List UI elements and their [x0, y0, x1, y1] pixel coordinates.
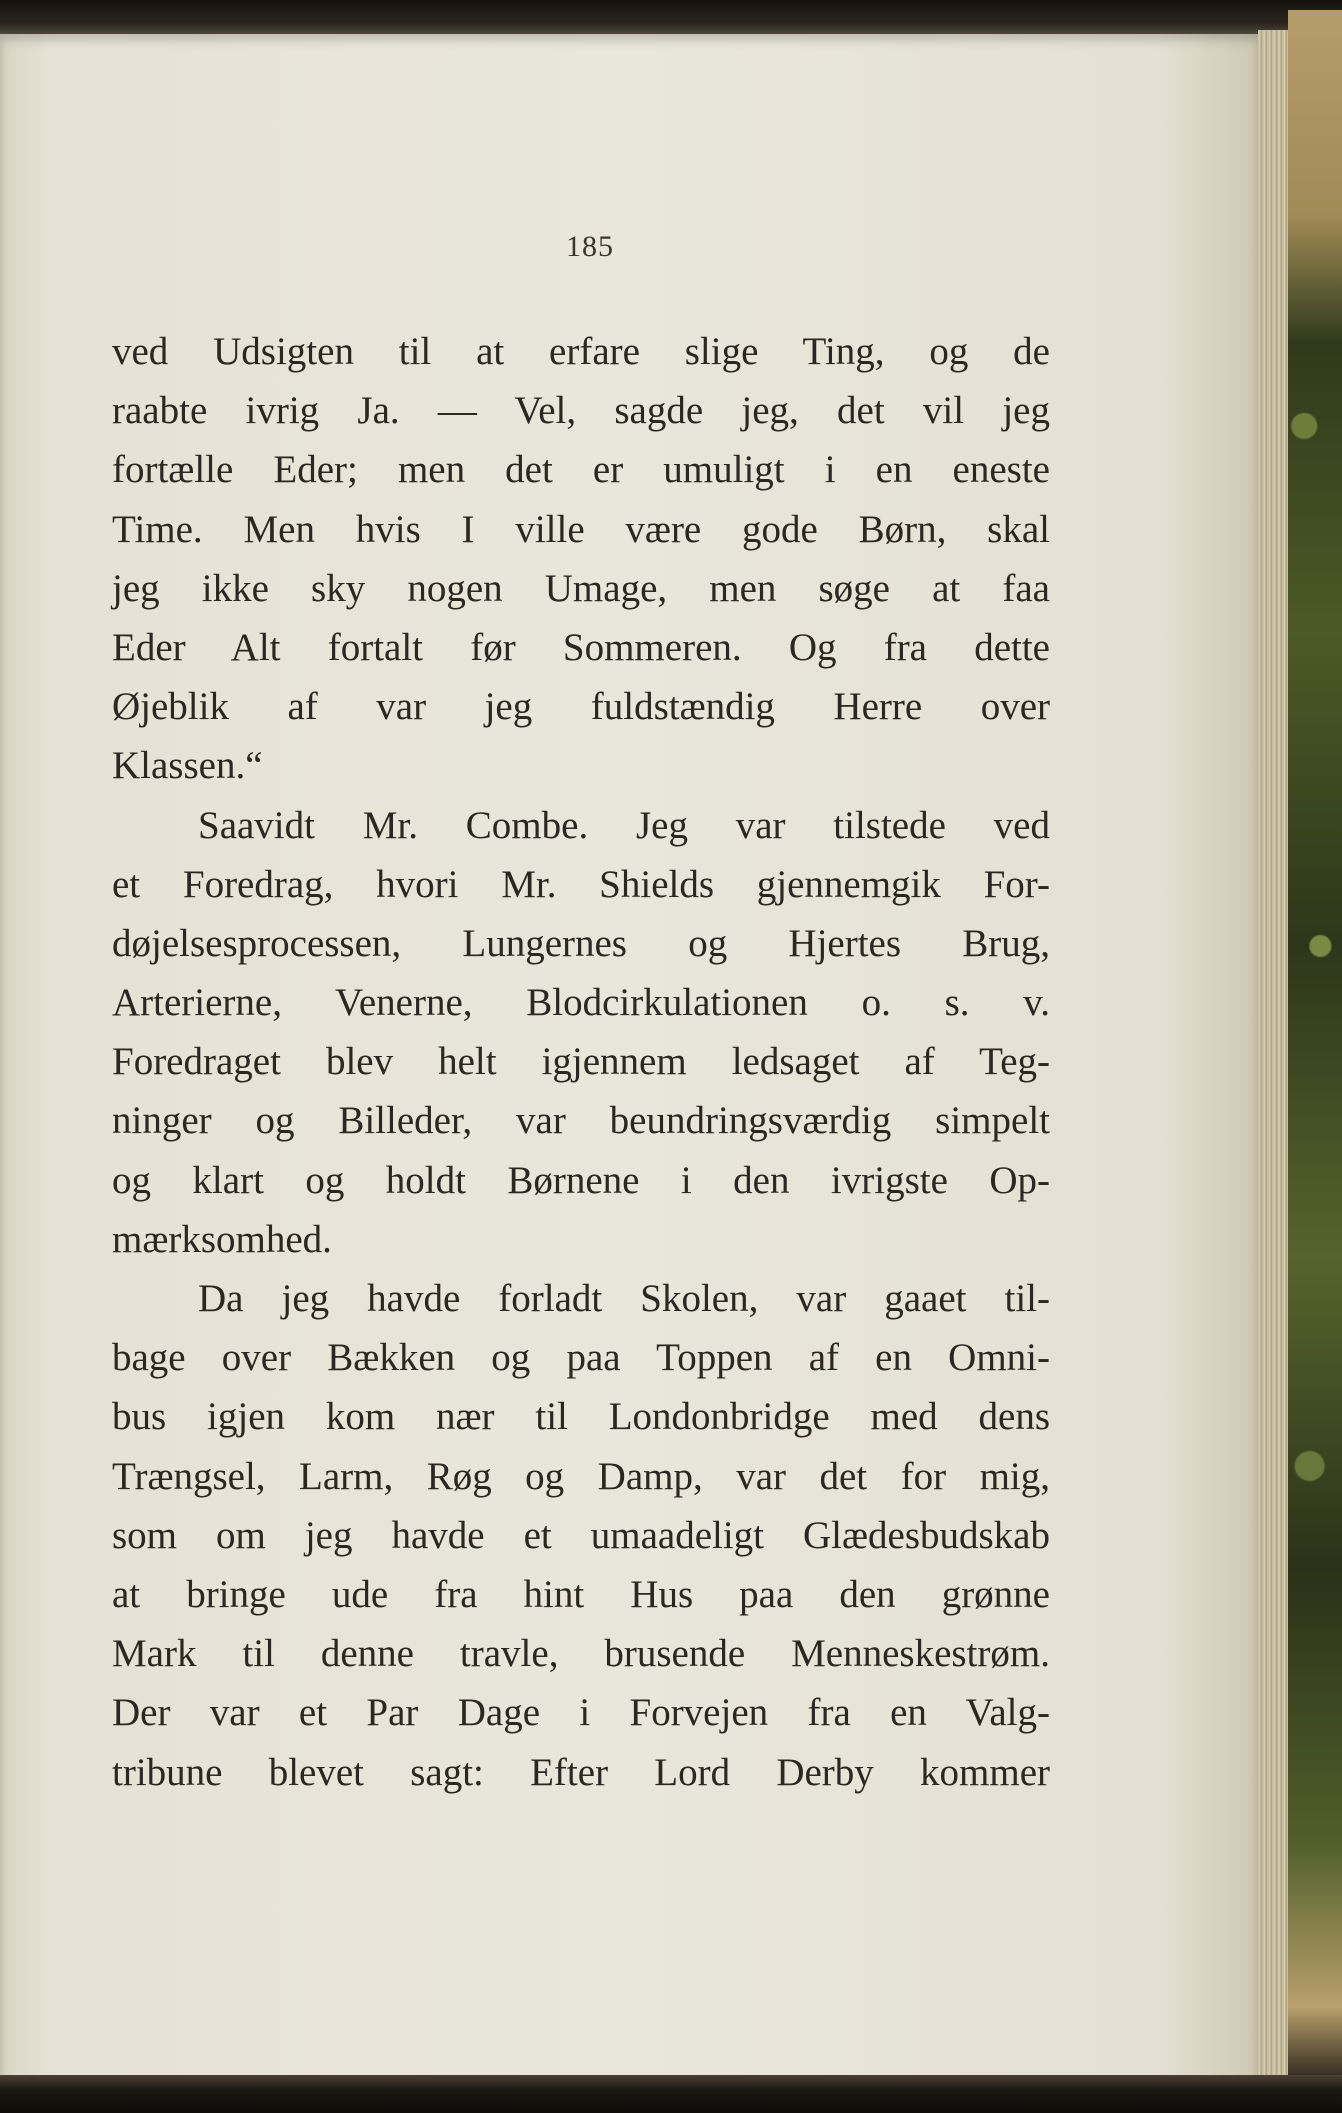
- text-line: mærksomhed.: [112, 1217, 332, 1261]
- text-line: Øjeblik af var jeg fuldstændig Herre over: [112, 685, 1050, 729]
- text-line: og klart og holdt Børnene i den ivrigste Op-: [112, 1158, 1050, 1202]
- text-line: et Foredrag, hvori Mr. Shields gjennemgik For-: [112, 862, 1050, 906]
- text-line: Saavidt Mr. Combe. Jeg var tilstede ved: [198, 803, 1050, 847]
- text-line: ninger og Billeder, var beundringsværdig simpelt: [112, 1099, 1050, 1143]
- marbled-cover-edge: [1288, 10, 1342, 2090]
- text-line: som om jeg havde et umaadeligt Glædesbudskab: [112, 1513, 1050, 1557]
- text-line: ved Udsigten til at erfare slige Ting, og de: [112, 330, 1050, 373]
- text-line: Klassen.“: [112, 744, 263, 788]
- text-line: Da jeg havde forladt Skolen, var gaaet til-: [198, 1277, 1050, 1320]
- text-line: Eder Alt fortalt før Sommeren. Og fra dette: [112, 625, 1050, 669]
- text-line: jeg ikke sky nogen Umage, men søge at faa: [112, 566, 1050, 610]
- text-line: Time. Men hvis I ville være gode Børn, skal: [112, 507, 1050, 551]
- page-number: 185: [566, 230, 614, 263]
- text-line: fortælle Eder; men det er umuligt i en eneste: [112, 448, 1050, 492]
- text-line: raabte ivrig Ja. — Vel, sagde jeg, det vil jeg: [112, 389, 1050, 433]
- body-text: [112, 322, 1050, 1802]
- bottom-shadow: [0, 2075, 1342, 2113]
- text-line: Arterierne, Venerne, Blodcirkulationen o. s. v.: [112, 981, 1050, 1025]
- text-line: bage over Bækken og paa Toppen af en Omni-: [112, 1336, 1050, 1380]
- text-line: Trængsel, Larm, Røg og Damp, var det for mig,: [112, 1454, 1050, 1498]
- text-line: Mark til denne travle, brusende Menneskestrøm.: [112, 1632, 1050, 1676]
- text-line: at bringe ude fra hint Hus paa den grønne: [112, 1572, 1050, 1616]
- text-line: Foredraget blev helt igjennem ledsaget af Teg-: [112, 1040, 1050, 1084]
- text-line: bus igjen kom nær til Londonbridge med dens: [112, 1395, 1050, 1439]
- book-page: [0, 34, 1258, 2078]
- text-line: tribune blevet sagt: Efter Lord Derby kommer: [112, 1750, 1050, 1794]
- text-line: Der var et Par Dage i Forvejen fra en Valg-: [112, 1691, 1050, 1735]
- page-fore-edge: [1258, 30, 1288, 2082]
- text-line: døjelsesprocessen, Lungernes og Hjertes Brug,: [112, 921, 1050, 965]
- top-shadow: [0, 0, 1342, 38]
